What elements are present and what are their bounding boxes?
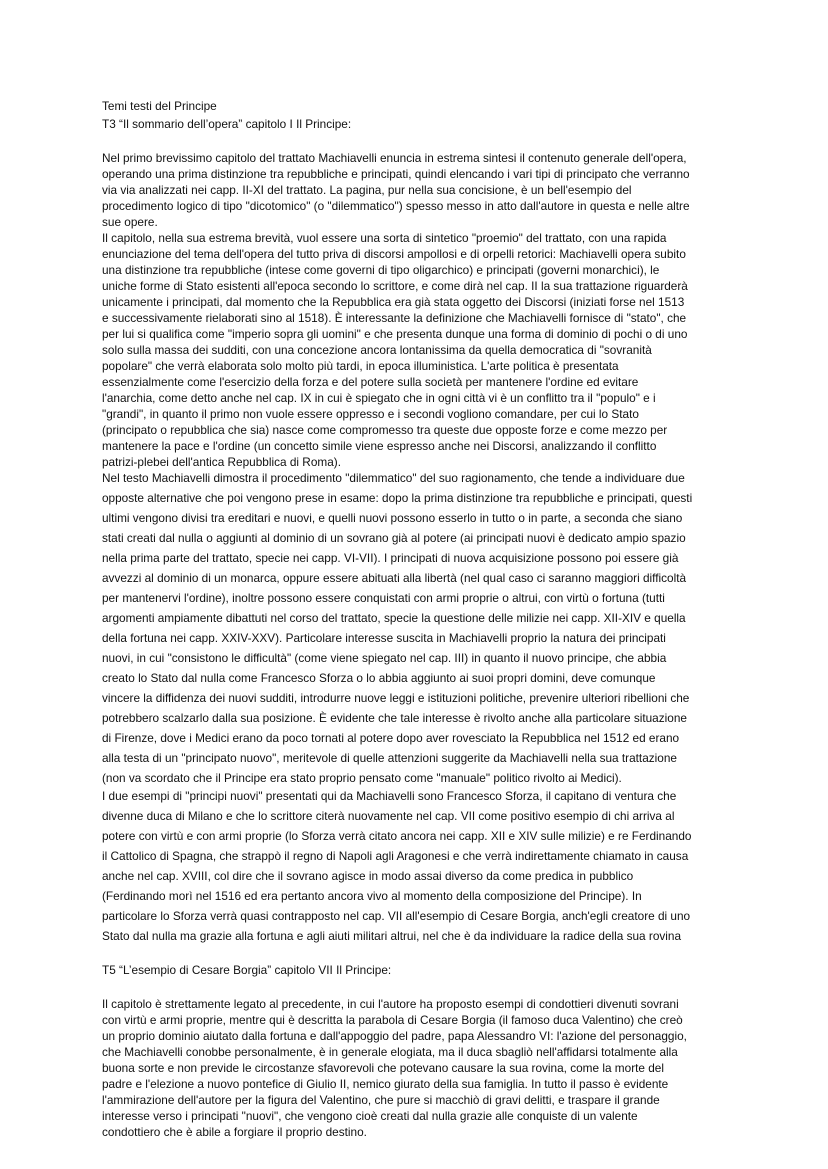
- text-line: ultimi vengono divisi tra ereditari e nuovi, e quelli nuovi possono esserlo in tutto o in parte, a seconda che siano: [102, 511, 683, 525]
- text-line: vincere la diffidenza dei nuovi sudditi, introdurre nuove leggi e istituzioni politiche, prevenire ulteriori ribellioni che: [102, 691, 690, 705]
- text-line: creato lo Stato dal nulla come Francesco Sforza o lo abbia aggiunto ai suoi propri domini, deve comunque: [102, 671, 656, 685]
- text-line: (Ferdinando morì nel 1516 ed era pertanto ancora vivo al momento della composizione del Principe). In: [102, 889, 642, 903]
- text-line: essenzialmente come l'esercizio della forza e del potere sulla società per mantenere l'ordine ed evitare: [102, 375, 639, 389]
- text-line: nella prima parte del trattato, specie nei capp. VI-VII). I principati di nuova acquisizione possono poi essere già: [102, 551, 679, 565]
- text-line: via via analizzati nei capp. II-XI del trattato. La pagina, pur nella sua concisione, è un bell'esempio del: [102, 183, 632, 197]
- text-line: potere con virtù e con armi proprie (lo Sforza verrà citato ancora nei capp. XII e XIV sulle milizie) e re Ferdinando: [102, 829, 692, 843]
- text-line: interesse verso i principati "nuovi", che vengono cioè creati dal nulla grazie alle conquiste di un valente: [102, 1109, 638, 1123]
- text-line: che Machiavelli conobbe personalmente, è in generale elogiata, ma il duca sbagliò nell'affidarsi totalmente alla: [102, 1045, 678, 1059]
- text-line: Nel primo brevissimo capitolo del trattato Machiavelli enuncia in estrema sintesi il contenuto generale dell'opera,: [102, 151, 687, 165]
- text-line: potrebbero scalzarlo dalla sua posizione. È evidente che tale interesse è rivolto anche alla particolare situazione: [102, 711, 687, 725]
- text-line: il Cattolico di Spagna, che strappò il regno di Napoli agli Aragonesi e che verrà indirettamente chiamato in causa: [102, 849, 689, 863]
- text-line: condottiero che è abile a forgiare il proprio destino.: [102, 1125, 367, 1139]
- text-line: enunciazione del tema dell'opera del tutto priva di discorsi ampollosi e di orpelli retorici: Machiavelli opera subito: [102, 247, 686, 261]
- document-title: Temi testi del Principe: [102, 99, 217, 113]
- text-line: buona sorte e non previde le circostanze sfavorevoli che potevano causare la sua rovina, come la morte del: [102, 1061, 664, 1075]
- text-line: stati creati dal nulla o aggiunti al dominio di un sovrano già al potere (ai principati nuovi è dedicato ampio spazio: [102, 531, 686, 545]
- text-line: (principato o repubblica che sia) nasce come compromesso tra queste due opposte forze e come mezzo per: [102, 423, 668, 437]
- text-line: (non va scordato che il Principe era stato proprio pensato come "manuale" politico rivolto ai Medici).: [102, 771, 622, 785]
- text-line: alla testa di un "principato nuovo", meritevole di quelle attenzioni suggerite da Machiavelli nella sua trattazione: [102, 751, 677, 765]
- text-line: procedimento logico di tipo "dicotomico" (o "dilemmatico") spesso messo in atto dall'autore in questa e nelle altre: [102, 199, 690, 213]
- section-heading-t3: T3 “Il sommario dell’opera” capitolo I Il Principe:: [102, 117, 352, 131]
- text-line: unicamente i principati, dal momento che la Repubblica era già stata oggetto dei Discorsi (iniziati forse nel 1513: [102, 295, 685, 309]
- text-line: "grandi", in quanto il primo non vuole essere oppresso e i secondi vogliono comandare, per cui lo Stato: [102, 407, 639, 421]
- text-line: I due esempi di "principi nuovi" presentati qui da Machiavelli sono Francesco Sforza, il capitano di ventura che: [102, 789, 677, 803]
- text-line: l'anarchia, come detto anche nel cap. IX in cui è spiegato che in ogni città vi è un conflitto tra il "populo" e i: [102, 391, 656, 405]
- text-line: della fortuna nei capp. XXIV-XXV). Particolare interesse suscita in Machiavelli proprio la natura dei principati: [102, 631, 666, 645]
- text-line: patrizi-plebei dell'antica Repubblica di Roma).: [102, 455, 341, 469]
- text-line: uniche forme di Stato esistenti all'epoca secondo lo scrittore, e come dirà nel cap. II la sua trattazione riguarderà: [102, 279, 688, 293]
- text-line: Stato dal nulla ma grazie alla fortuna e agli aiuti militari altrui, nel che è da individuare la radice della sua rovina: [102, 929, 682, 943]
- text-line: l'ammirazione dell'autore per la figura del Valentino, che pure si macchiò di gravi delitti, e traspare il grande: [102, 1093, 660, 1107]
- text-line: solo sulla massa dei sudditi, con una concezione ancora lontanissima da quella democratica di "sovranità: [102, 343, 652, 357]
- text-line: Il capitolo, nella sua estrema brevità, vuol essere una sorta di sintetico "proemio" del trattato, con una rapida: [102, 231, 667, 245]
- text-line: popolare" che verrà elaborata solo molto più tardi, in epoca illuministica. L'arte politica è presentata: [102, 359, 619, 373]
- text-line: e successivamente rielaborati sino al 1518). È interessante la definizione che Machiavelli fornisce di "stato", che: [102, 311, 687, 325]
- text-line: una distinzione tra repubbliche (intese come governi di tipo oligarchico) e principati (governi monarchici), le: [102, 263, 660, 277]
- text-line: per lui si qualifica come "imperio sopra gli uomini" e che presenta dunque una forma di dominio di pochi o di uno: [102, 327, 688, 341]
- text-line: operando una prima distinzione tra repubbliche e principati, quindi elencando i vari tipi di principato che verranno: [102, 167, 690, 181]
- text-line: con virtù e armi proprie, mentre qui è descritta la parabola di Cesare Borgia (il famoso duca Valentino) che creò: [102, 1013, 683, 1027]
- text-line: padre e l'elezione a nuovo pontefice di Giulio II, nemico giurato della sua famiglia. In tutto il passo è evidente: [102, 1077, 669, 1091]
- text-line: nuovi, in cui "consistono le difficultà" (come viene spiegato nel cap. III) in quanto il nuovo principe, che abbia: [102, 651, 667, 665]
- text-line: sue opere.: [102, 215, 158, 229]
- text-line: particolare lo Sforza verrà quasi contrapposto nel cap. VII all'esempio di Cesare Borgia, anch'egli creatore di uno: [102, 909, 691, 923]
- text-line: opposte alternative che poi vengono prese in esame: dopo la prima distinzione tra repubbliche e principati, questi: [102, 491, 693, 505]
- text-line: divenne duca di Milano e che lo scrittore citerà nuovamente nel cap. VII come positivo esempio di chi arriva al: [102, 809, 675, 823]
- text-line: di Firenze, dove i Medici erano da poco tornati al potere dopo aver rovesciato la Repubblica nel 1512 ed erano: [102, 731, 680, 745]
- text-line: Nel testo Machiavelli dimostra il procedimento "dilemmatico" del suo ragionamento, che tende a individuare due: [102, 471, 685, 485]
- section-heading-t5: T5 “L’esempio di Cesare Borgia” capitolo VII Il Principe:: [102, 963, 392, 977]
- text-line: avvezzi al dominio di un monarca, oppure essere abituati alla libertà (nel qual caso ci saranno maggiori difficoltà: [102, 571, 687, 585]
- text-line: argomenti ampiamente dibattuti nel corso del trattato, specie la questione delle milizie nei capp. XII-XIV e quella: [102, 611, 686, 625]
- text-line: per mantenervi l'ordine), inoltre possono essere conquistati con armi proprie o altrui, con virtù o fortuna (tutti: [102, 591, 665, 605]
- text-line: mantenere la pace e l'ordine (un concetto simile viene espresso anche nei Discorsi, analizzando il conflitto: [102, 439, 657, 453]
- text-line: anche nel cap. XVIII, col dire che il sovrano agisce in modo assai diverso da come predica in pubblico: [102, 869, 634, 883]
- text-line: un proprio dominio aiutato dalla fortuna e dall'appoggio del padre, papa Alessandro VI: l'azione del personaggio,: [102, 1029, 687, 1043]
- text-line: Il capitolo è strettamente legato al precedente, in cui l'autore ha proposto esempi di condottieri divenuti sovrani: [102, 997, 679, 1011]
